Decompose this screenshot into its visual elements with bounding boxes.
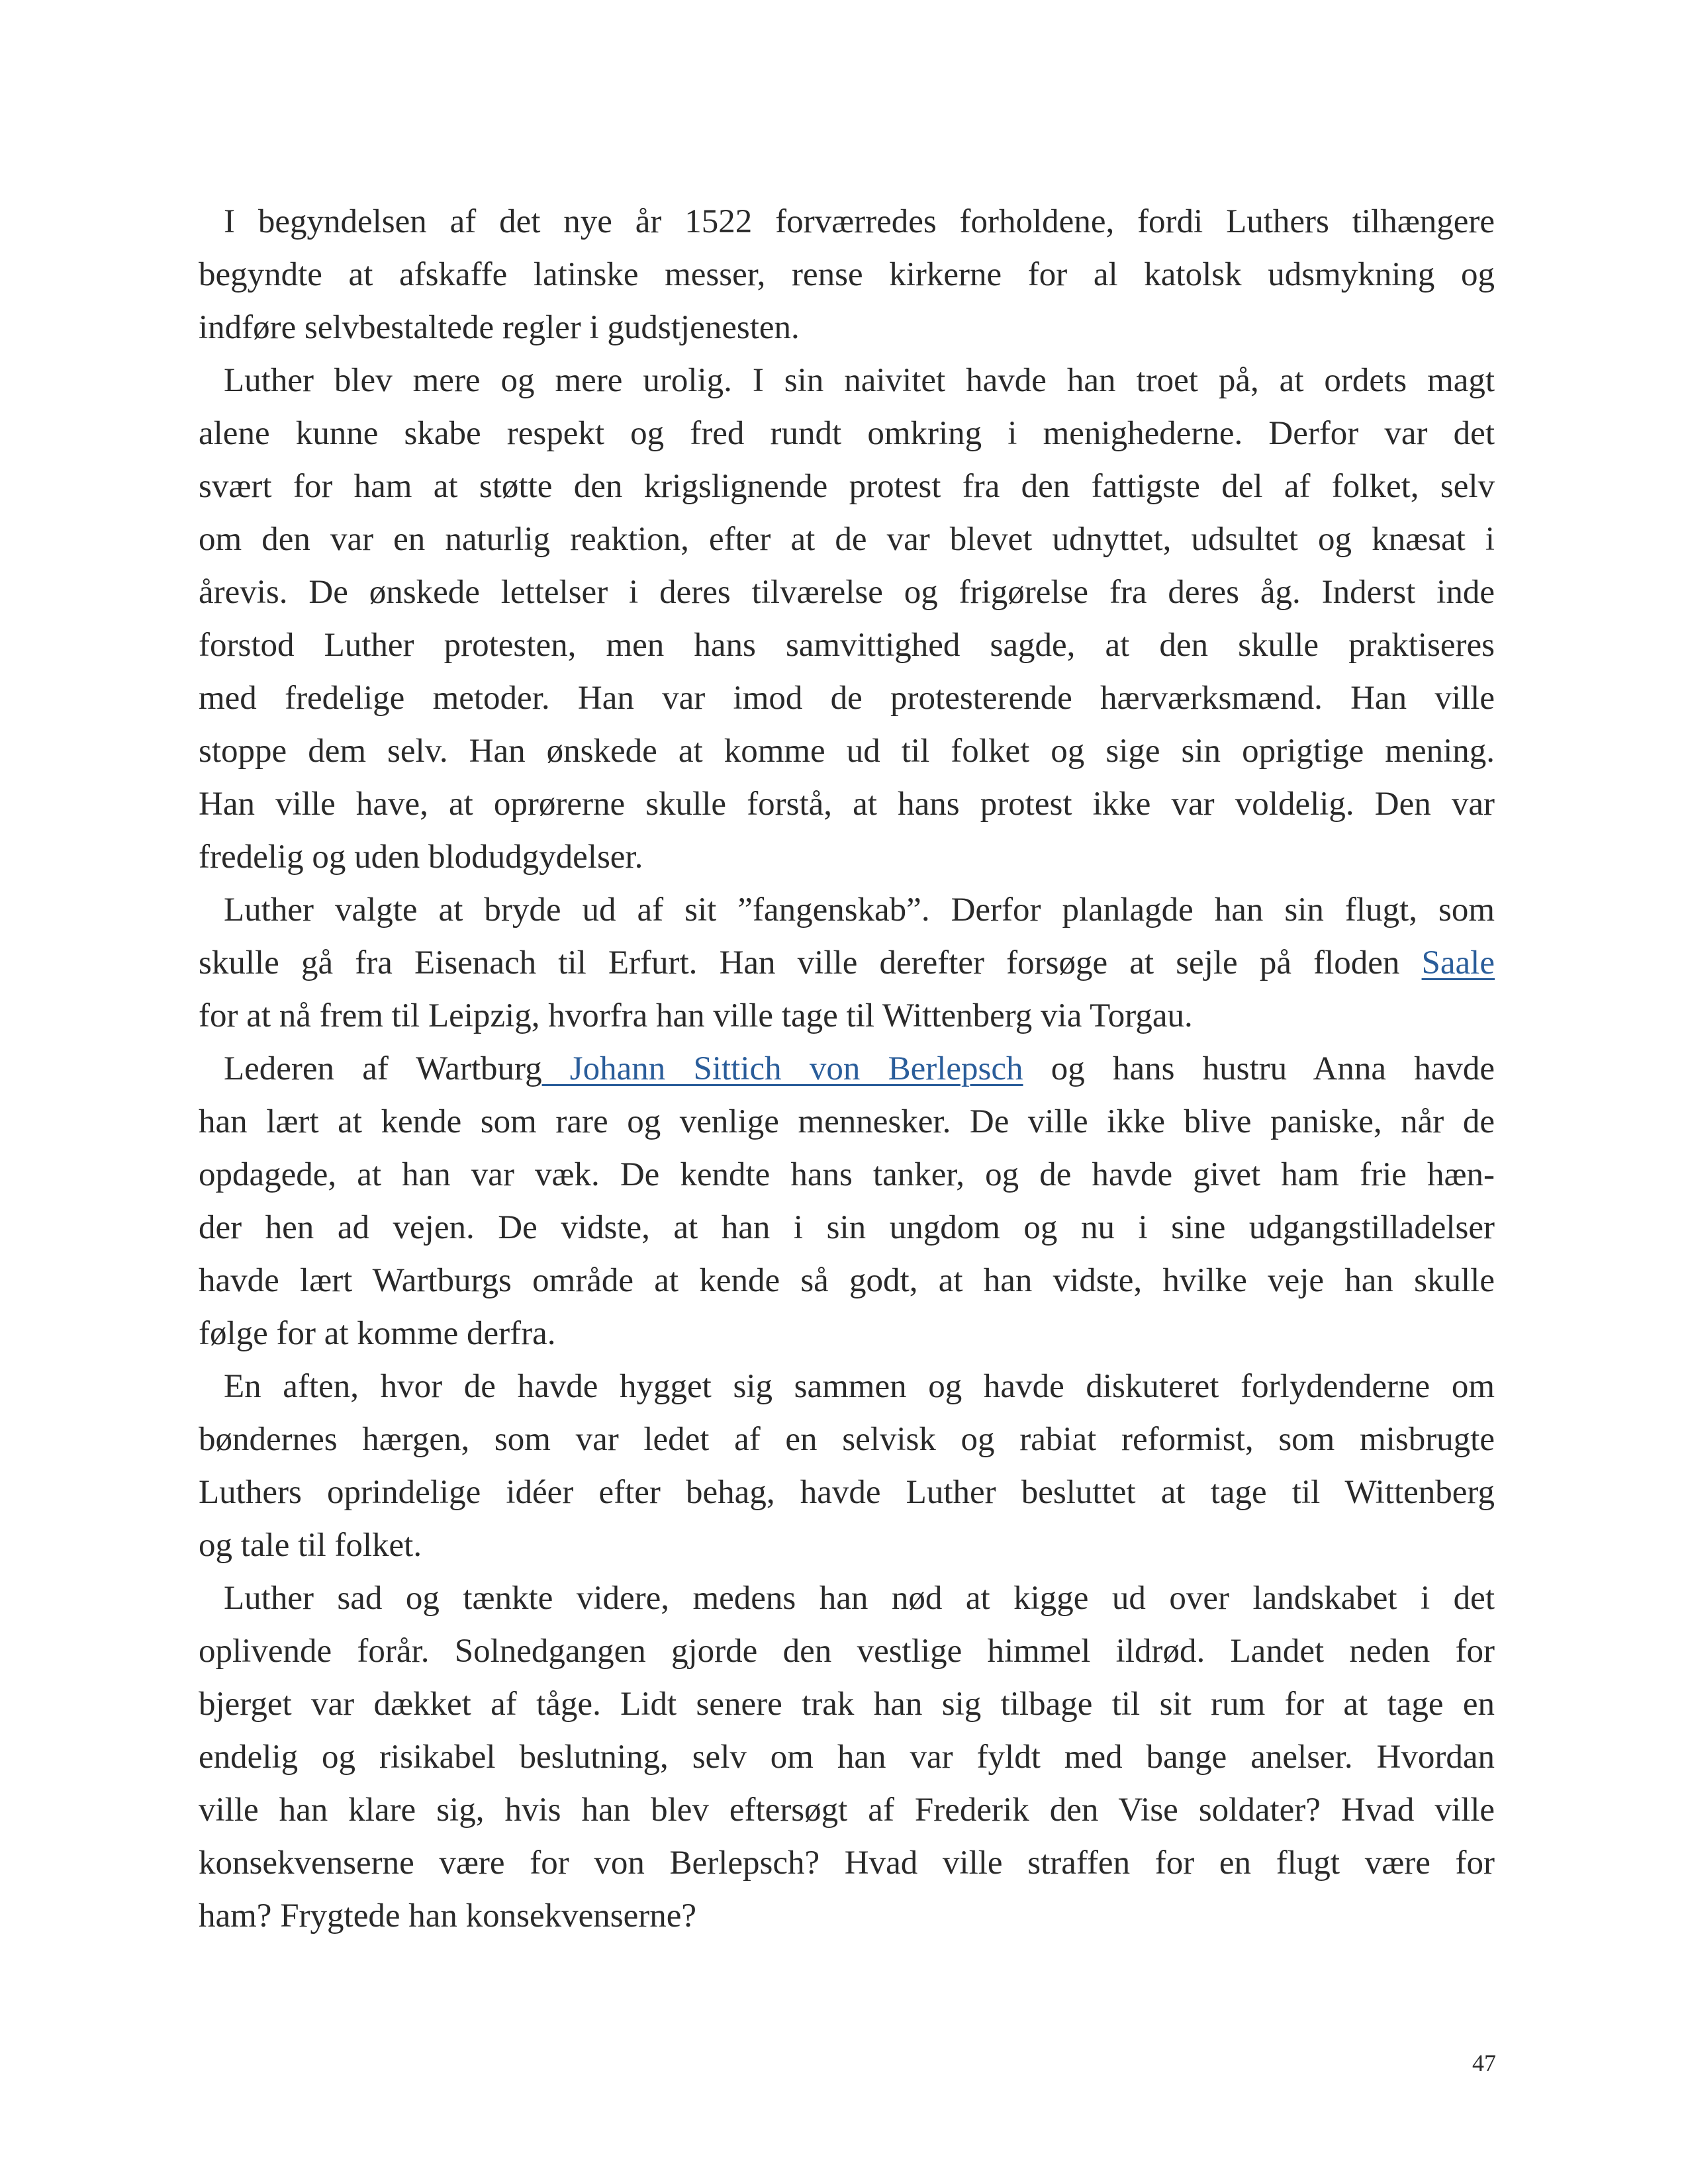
text-line: Luther blev mere og mere urolig. I sin naivitet havde han troet på, at ordets magt xyxy=(224,362,1495,399)
text-line: opdagede, at han var væk. De kendte hans tanker, og de havde givet ham frie hæn- xyxy=(199,1156,1495,1193)
text-line: årevis. De ønskede lettelser i deres tilværelse og frigørelse fra deres åg. Inderst inde xyxy=(199,574,1495,611)
text-line: begyndte at afskaffe latinske messer, rense kirkerne for al katolsk udsmykning og xyxy=(199,256,1495,293)
text-line: oplivende forår. Solnedgangen gjorde den vestlige himmel ildrød. Landet neden for xyxy=(199,1633,1495,1670)
text-line: han lært at kende som rare og venlige mennesker. De ville ikke blive paniske, når de xyxy=(199,1103,1495,1140)
text-line: alene kunne skabe respekt og fred rundt omkring i menighederne. Derfor var det xyxy=(199,415,1495,452)
page-number: 47 xyxy=(1472,2050,1496,2076)
body-text xyxy=(199,195,1495,1942)
text-line: I begyndelsen af det nye år 1522 forværredes forholdene, fordi Luthers tilhængere xyxy=(224,203,1495,240)
text-line: havde lært Wartburgs område at kende så godt, at han vidste, hvilke veje han skulle xyxy=(199,1262,1495,1299)
text-line: der hen ad vejen. De vidste, at han i sin ungdom og nu i sine udgangstilladelser xyxy=(199,1209,1495,1246)
paragraph-4 xyxy=(199,1042,1495,1360)
text-line: fredelig og uden blodudgydelser. xyxy=(199,839,643,876)
text-line: endelig og risikabel beslutning, selv om han var fyldt med bange anelser. Hvordan xyxy=(199,1739,1495,1776)
link-saale[interactable]: Saale xyxy=(1421,944,1495,981)
text-line: Luther valgte at bryde ud af sit ”fangenskab”. Derfor planlagde han sin flugt, som xyxy=(224,891,1495,929)
text-fragment: Lederen af Wartburg xyxy=(224,1050,542,1087)
text-line: svært for ham at støtte den krigslignende protest fra den fattigste del af folket, selv xyxy=(199,468,1495,505)
text-line-with-link xyxy=(199,936,1495,989)
text-line: En aften, hvor de havde hygget sig sammen og havde diskuteret forlydenderne om xyxy=(224,1368,1495,1405)
text-line-with-link xyxy=(199,1042,1495,1095)
paragraph-6 xyxy=(199,1572,1495,1942)
text-line: Luthers oprindelige idéer efter behag, havde Luther besluttet at tage til Wittenberg xyxy=(199,1474,1495,1511)
text-line: konsekvenserne være for von Berlepsch? Hvad ville straffen for en flugt være for xyxy=(199,1844,1495,1882)
text-fragment: og hans hustru Anna havde xyxy=(1023,1050,1495,1087)
paragraph-5 xyxy=(199,1360,1495,1572)
text-line: med fredelige metoder. Han var imod de protesterende hærværksmænd. Han ville xyxy=(199,680,1495,717)
text-fragment: skulle gå fra Eisenach til Erfurt. Han ville derefter forsøge at sejle på floden xyxy=(199,944,1422,981)
text-line: Han ville have, at oprørerne skulle forstå, at hans protest ikke var voldelig. Den var xyxy=(199,786,1495,823)
paragraph-2 xyxy=(199,354,1495,884)
paragraph-3 xyxy=(199,884,1495,1042)
text-line: Luther sad og tænkte videre, medens han nød at kigge ud over landskabet i det xyxy=(224,1580,1495,1617)
text-line: bøndernes hærgen, som var ledet af en selvisk og rabiat reformist, som misbrugte xyxy=(199,1421,1495,1458)
text-line: ville han klare sig, hvis han blev eftersøgt af Frederik den Vise soldater? Hvad ville xyxy=(199,1792,1495,1829)
text-line: forstod Luther protesten, men hans samvittighed sagde, at den skulle praktiseres xyxy=(199,627,1495,664)
text-line: bjerget var dækket af tåge. Lidt senere trak han sig tilbage til sit rum for at tage en xyxy=(199,1686,1495,1723)
paragraph-1 xyxy=(199,195,1495,354)
text-line: ham? Frygtede han konsekvenserne? xyxy=(199,1897,696,1934)
link-johann-sittich-von-berlepsch[interactable]: Johann Sittich von Berlepsch xyxy=(541,1050,1023,1087)
text-line: for at nå frem til Leipzig, hvorfra han ville tage til Wittenberg via Torgau. xyxy=(199,997,1193,1034)
text-line: indføre selvbestaltede regler i gudstjenesten. xyxy=(199,309,800,346)
text-line: om den var en naturlig reaktion, efter at de var blevet udnyttet, udsultet og knæsat i xyxy=(199,521,1495,558)
text-line: følge for at komme derfra. xyxy=(199,1315,556,1352)
text-line: og tale til folket. xyxy=(199,1527,422,1564)
text-line: stoppe dem selv. Han ønskede at komme ud til folket og sige sin oprigtige mening. xyxy=(199,733,1495,770)
